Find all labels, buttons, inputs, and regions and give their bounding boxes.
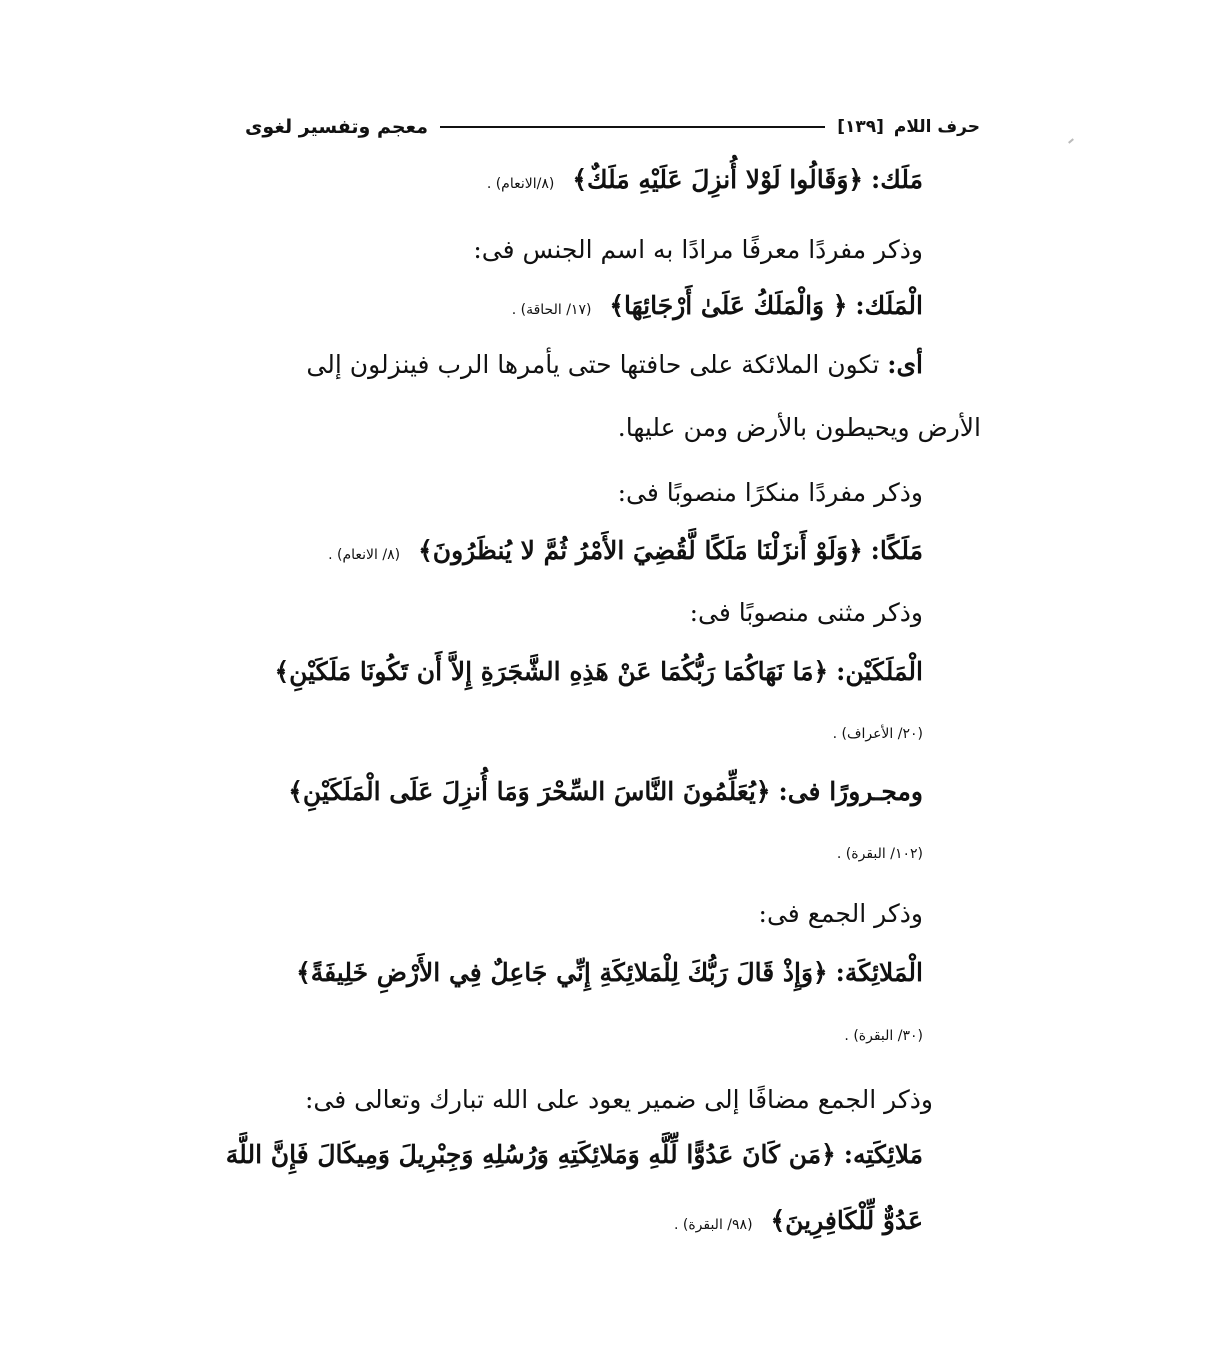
- text-line: وذكر الجمع فى:: [758, 899, 923, 928]
- text-line: وذكر مفردًا منكرًا منصوبًا فى:: [617, 478, 923, 507]
- verse-reference: (٨/ الانعام) .: [328, 547, 401, 563]
- verse-reference: (٢٠/ الأعراف) .: [832, 726, 923, 742]
- text-line: وذكر الجمع مضافًا إلى ضمير يعود على الله تبارك وتعالى فى:: [304, 1085, 933, 1114]
- verse-reference: (٩٨/ البقرة) .: [673, 1217, 753, 1233]
- entry-line: [674, 1203, 923, 1243]
- entry-line: [328, 533, 923, 573]
- quran-quote: ﴿مَن كَانَ عَدُوًّا لِّلَّهِ وَمَلائِكَتِهِ وَرُسُلِهِ وَجِبْرِيلَ وَمِيكَالَ فَإِنَّ اللَّهَ: [225, 1140, 836, 1169]
- explanation-text: تكون الملائكة على حافتها حتى يأمرها الرب فينزلون إلى: [306, 350, 880, 379]
- entry-line: [487, 162, 923, 202]
- verse-reference: (٨/الانعام) .: [486, 176, 555, 192]
- quran-quote: ﴿مَا نَهَاكُمَا رَبُّكُمَا عَنْ هَذِهِ الشَّجَرَةِ إِلاَّ أَن تَكُونَا مَلَكَيْنِ﴾: [274, 657, 829, 686]
- verse-reference: (١٧/ الحاقة) .: [511, 302, 592, 318]
- page-number: [١٣٩]: [837, 117, 884, 137]
- quran-quote: عَدُوٌّ لِّلْكَافِرِينَ﴾: [770, 1206, 923, 1235]
- text-line: [306, 347, 923, 383]
- entry-term: مَلَك:: [871, 165, 923, 194]
- entry-term: الْمَلَك:: [855, 291, 923, 320]
- quran-quote: ﴿يُعَلِّمُونَ النَّاسَ السِّحْرَ وَمَا أُنزِلَ عَلَى الْمَلَكَيْنِ﴾: [288, 777, 771, 806]
- entry-lead: ومجـرورًا فى:: [778, 777, 923, 806]
- text-line: وذكر مثنى منصوبًا فى:: [689, 598, 923, 627]
- entry-line: [288, 774, 923, 810]
- explanation-lead: أى:: [887, 350, 923, 379]
- verse-reference: (٣٠/ البقرة) .: [844, 1028, 923, 1044]
- entry-line: [274, 654, 923, 690]
- entry-line: [296, 955, 923, 991]
- quran-quote: ﴿ وَالْمَلَكُ عَلَىٰ أَرْجَائِهَا﴾: [609, 291, 848, 320]
- book-title: معجم وتفسير لغوى: [245, 116, 429, 138]
- quran-quote: ﴿وَقَالُوا لَوْلا أُنزِلَ عَلَيْهِ مَلَكٌ﴾: [572, 165, 864, 194]
- entry-term: مَلَكًا:: [870, 536, 923, 565]
- verse-reference: (١٠٢/ البقرة) .: [836, 846, 923, 862]
- running-header: [245, 110, 980, 144]
- scan-speck: [1068, 138, 1074, 143]
- entry-term: مَلائِكَتِه:: [843, 1140, 923, 1169]
- entry-line: [512, 288, 923, 328]
- header-section: [837, 117, 980, 137]
- text-line: الأرض ويحيطون بالأرض ومن عليها.: [617, 413, 981, 442]
- quran-quote: ﴿وَلَوْ أَنزَلْنَا مَلَكًا لَّقُضِيَ الأَمْرُ ثُمَّ لا يُنظَرُونَ﴾: [418, 536, 863, 565]
- entry-term: الْمَلائِكَة:: [835, 958, 923, 987]
- section-name: حرف اللام: [893, 117, 980, 137]
- text-line: وذكر مفردًا معرفًا مرادًا به اسم الجنس فى:: [473, 235, 923, 264]
- header-rule: [440, 126, 825, 128]
- entry-term: الْمَلَكَيْن:: [836, 657, 923, 686]
- quran-quote: ﴿وَإِذْ قَالَ رَبُّكَ لِلْمَلائِكَةِ إِنِّي جَاعِلٌ فِي الأَرْضِ خَلِيفَةً﴾: [296, 958, 828, 987]
- entry-line: [226, 1137, 923, 1173]
